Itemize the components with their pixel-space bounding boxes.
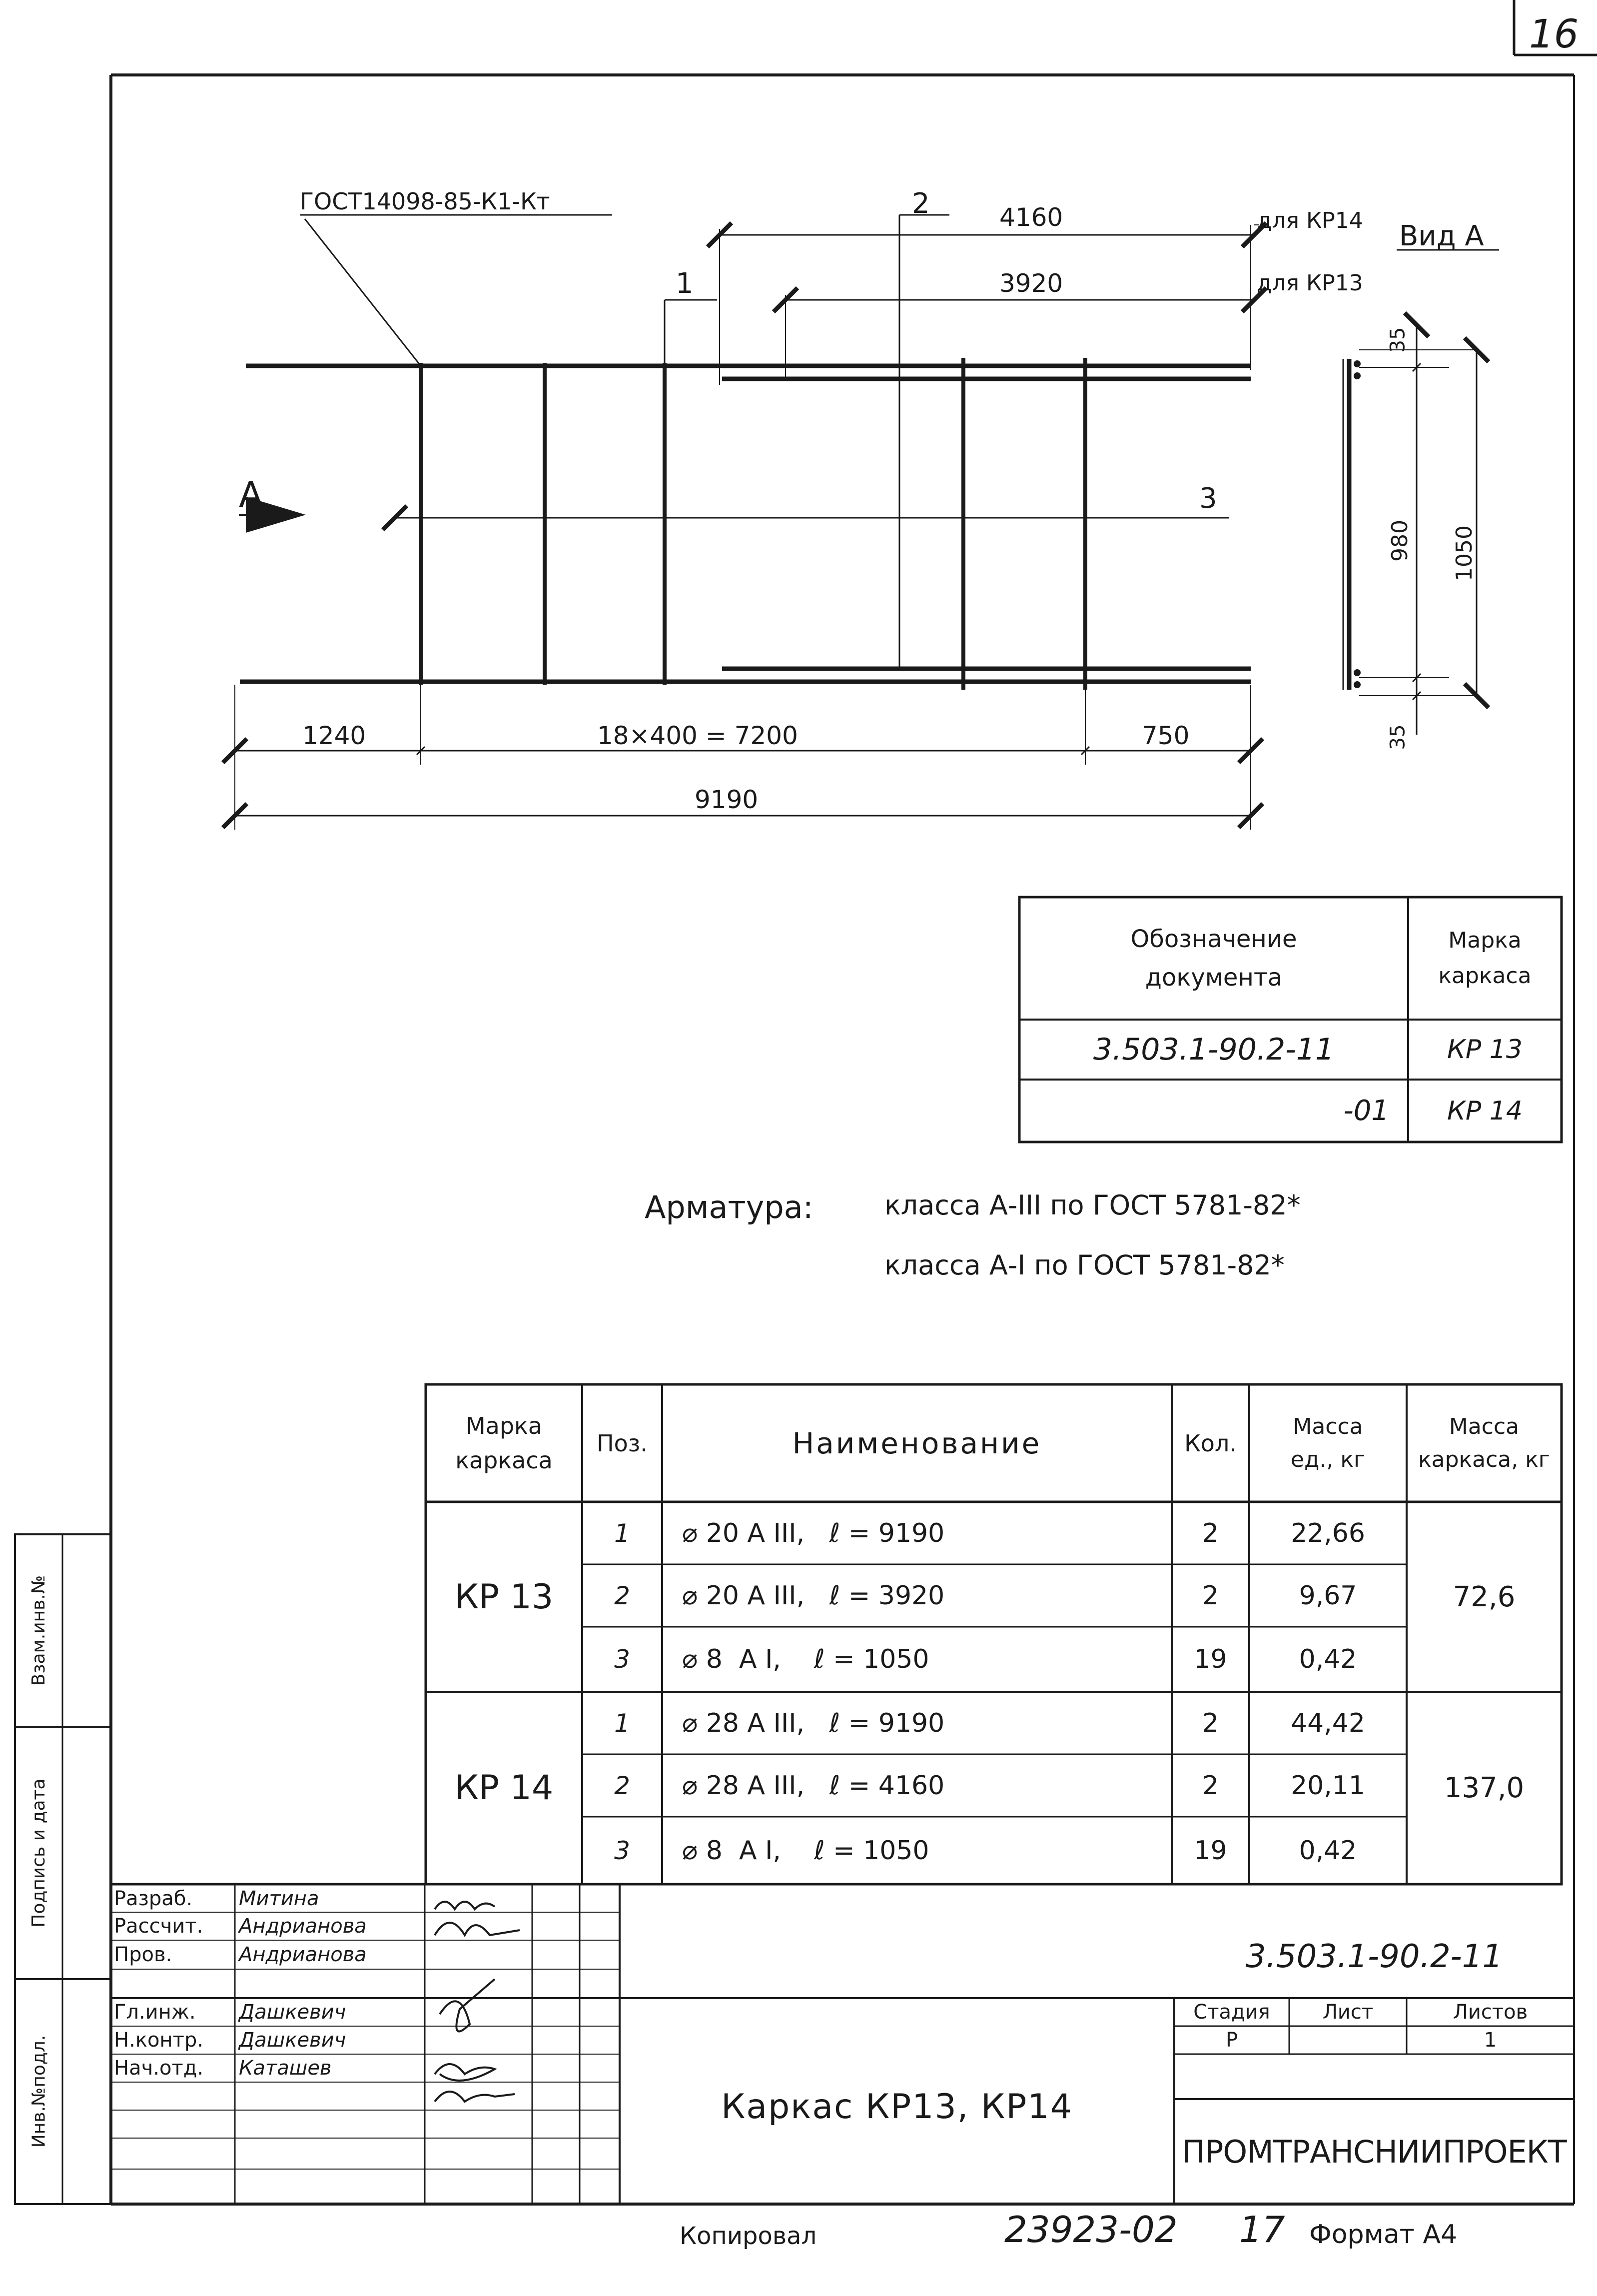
tb-role: Пров.: [114, 1943, 172, 1966]
doc-table-header-mark-text: Марка каркаса: [1438, 928, 1532, 989]
spec-header-mark: [426, 1384, 582, 1502]
tb-name: Дашкевич: [239, 2001, 346, 2024]
tb-sheets-label: Листов: [1453, 2001, 1528, 2024]
weld-gost-label: ГОСТ14098-85-К1-Кт: [300, 188, 550, 215]
doc-row-1-mark: КР 13: [1447, 1035, 1523, 1065]
spec-header-qty: Кол.: [1184, 1429, 1237, 1457]
tb-name: Каташев: [239, 2057, 332, 2080]
position-1-label: 1: [676, 267, 694, 300]
spec-group-kp14-mark: КР 14: [454, 1768, 554, 1808]
spec-row-name: ⌀ 28 А III, ℓ = 4160: [682, 1770, 945, 1801]
position-2-label: 2: [912, 187, 930, 220]
spec-group-kp14-frame-mass: 137,0: [1444, 1772, 1525, 1804]
spec-row-qty: 2: [1202, 1770, 1219, 1801]
spec-header-name: Наименование: [792, 1426, 1042, 1460]
tb-organization: ПРОМТРАНСНИИПРОЕКТ: [1182, 2133, 1567, 2170]
spec-row-qty: 2: [1202, 1708, 1219, 1738]
spec-row-qty: 2: [1202, 1518, 1219, 1548]
dim-4160: 4160: [999, 203, 1063, 232]
spec-group-kp13-frame-mass: 72,6: [1453, 1580, 1516, 1613]
doc-row-2-mark: КР 14: [1447, 1096, 1523, 1126]
tb-name: Дашкевич: [239, 2029, 346, 2052]
spec-row-unit-mass: 9,67: [1299, 1580, 1357, 1611]
view-a-title: Вид А: [1399, 220, 1484, 252]
tb-name: Андрианова: [239, 1915, 367, 1938]
spec-header-pos: Поз.: [597, 1429, 648, 1457]
dim-3920: 3920: [999, 269, 1063, 298]
note-for-kp13: для КР13: [1257, 270, 1363, 296]
reinforcement-label: Арматура:: [645, 1189, 813, 1225]
view-arrow-label: А: [239, 474, 263, 515]
spec-row-pos: 2: [614, 1581, 630, 1610]
dim-1050: 1050: [1451, 525, 1477, 581]
spec-row-unit-mass: 20,11: [1291, 1770, 1365, 1801]
note-for-kp14: для КР14: [1257, 208, 1363, 233]
tb-role: Гл.инж.: [114, 2001, 196, 2024]
dim-7200: 18×400 = 7200: [597, 721, 798, 750]
stamp-replaced-inv: Взам.инв.№: [28, 1575, 49, 1686]
tb-sheets-value: 1: [1484, 2029, 1497, 2052]
dim-9190: 9190: [695, 785, 759, 814]
spec-header-mark-text: Марка каркаса: [455, 1412, 553, 1474]
tb-document-code: 3.503.1-90.2-11: [1245, 1938, 1503, 1975]
footer-format: Формат А4: [1309, 2220, 1458, 2250]
dim-35-bottom: 35: [1386, 724, 1410, 750]
spec-header-unit-mass: [1249, 1384, 1407, 1502]
tb-name: Митина: [239, 1887, 319, 1910]
spec-row-qty: 19: [1194, 1835, 1227, 1866]
dim-750: 750: [1142, 721, 1190, 750]
reinforcement-line-1: класса А-III по ГОСТ 5781-82*: [884, 1189, 1301, 1221]
spec-row-pos: 1: [614, 1518, 630, 1548]
tb-stage-label: Стадия: [1193, 2001, 1270, 2024]
spec-row-name: ⌀ 8 А I, ℓ = 1050: [682, 1644, 929, 1674]
tb-sheet-value: [1289, 2026, 1407, 2054]
spec-group-kp13-mark: КР 13: [454, 1577, 554, 1617]
doc-table-header-mark: [1408, 897, 1562, 1020]
doc-table-header-designation-text: Обозначение документа: [1130, 925, 1297, 992]
spec-row-name: ⌀ 20 А III, ℓ = 9190: [682, 1518, 945, 1548]
spec-row-name: ⌀ 8 А I, ℓ = 1050: [682, 1835, 929, 1866]
spec-row-unit-mass: 22,66: [1291, 1518, 1365, 1548]
tb-drawing-title: Каркас КР13, КР14: [721, 2087, 1073, 2127]
spec-row-pos: 2: [614, 1771, 630, 1800]
dim-1240: 1240: [302, 721, 366, 750]
spec-row-unit-mass: 0,42: [1299, 1644, 1357, 1674]
footer-order-number: 23923-02: [1004, 2209, 1178, 2251]
tb-stage-value: Р: [1225, 2029, 1238, 2052]
footer-page-number: 17: [1239, 2209, 1285, 2251]
spec-row-unit-mass: 0,42: [1299, 1835, 1357, 1866]
tb-role: Рассчит.: [114, 1915, 203, 1938]
tb-sheet-label: Лист: [1322, 2001, 1374, 2024]
tb-role: Разраб.: [114, 1887, 193, 1910]
spec-row-name: ⌀ 28 А III, ℓ = 9190: [682, 1708, 945, 1738]
stamp-signature-date: Подпись и дата: [28, 1778, 49, 1928]
spec-row-unit-mass: 44,42: [1291, 1708, 1365, 1738]
doc-row-1-designation: 3.503.1-90.2-11: [1093, 1032, 1335, 1067]
spec-row-qty: 19: [1194, 1644, 1227, 1674]
tb-role: Нач.отд.: [114, 2057, 204, 2080]
doc-row-2-designation: [1019, 1080, 1389, 1142]
tb-role: Н.контр.: [114, 2029, 203, 2052]
position-3-label: 3: [1199, 482, 1217, 515]
tb-name: Андрианова: [239, 1943, 367, 1966]
doc-row-2-designation-text: -01: [1343, 1095, 1389, 1127]
spec-row-name: ⌀ 20 А III, ℓ = 3920: [682, 1580, 945, 1611]
footer-copied-label: Копировал: [680, 2222, 817, 2250]
spec-row-qty: 2: [1202, 1580, 1219, 1611]
spec-header-unit-mass-text: Масса ед., кг: [1290, 1413, 1366, 1472]
reinforcement-line-2: класса А-I по ГОСТ 5781-82*: [884, 1249, 1285, 1281]
doc-table-header-designation: [1019, 897, 1408, 1020]
sheet-number: 16: [1529, 12, 1579, 57]
spec-header-frame-mass: [1407, 1384, 1562, 1502]
stamp-original-inv: Инв.№подл.: [28, 2035, 49, 2148]
dim-35-top: 35: [1386, 327, 1410, 353]
spec-row-pos: 3: [614, 1836, 630, 1865]
spec-row-pos: 3: [614, 1645, 630, 1674]
spec-header-frame-mass-text: Масса каркаса, кг: [1418, 1413, 1550, 1472]
dim-980: 980: [1387, 520, 1413, 562]
spec-row-pos: 1: [614, 1708, 630, 1738]
